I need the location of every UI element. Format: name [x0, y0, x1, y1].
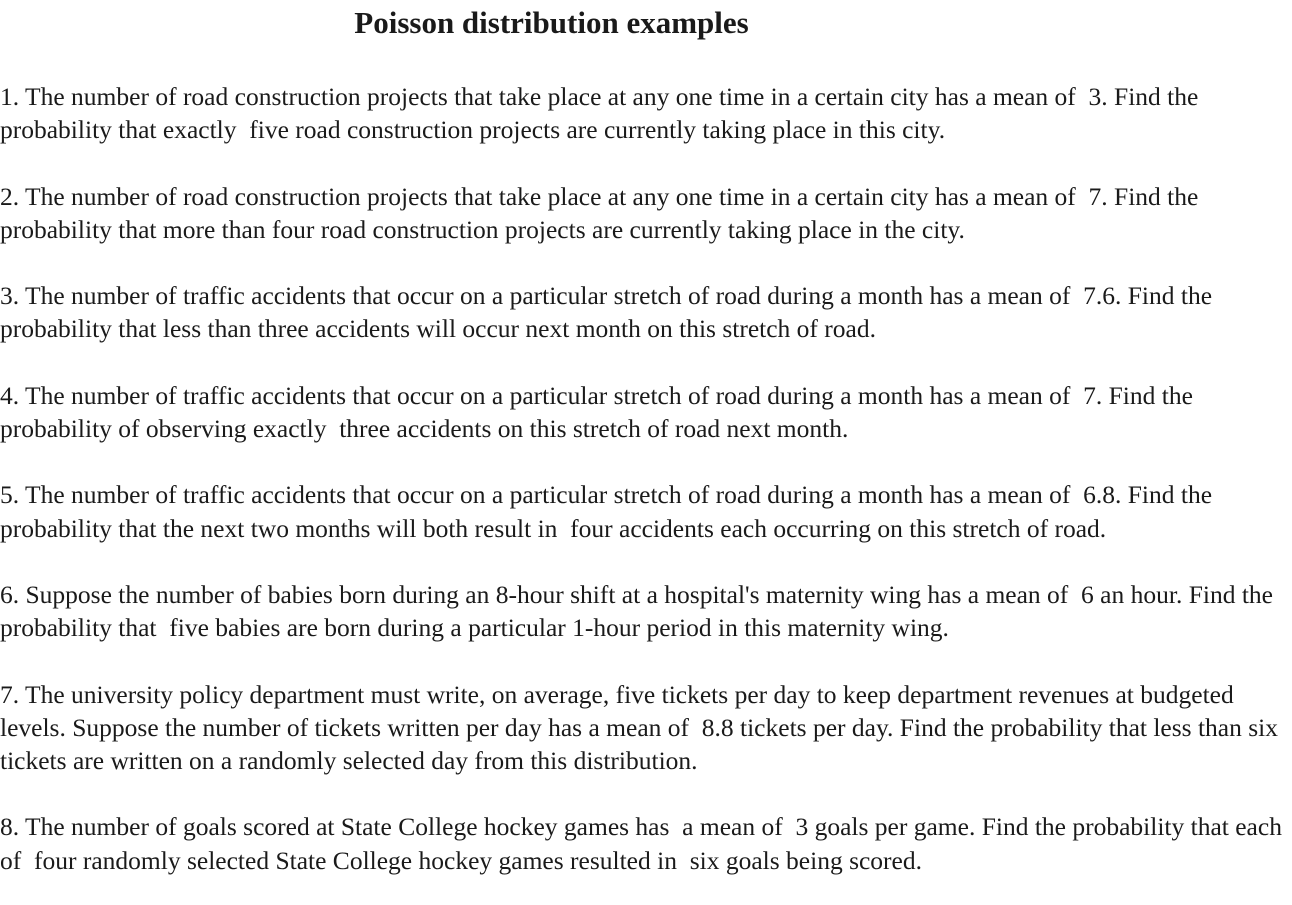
- page-title: Poisson distribution examples: [354, 5, 749, 40]
- problem-3: 3. The number of traffic accidents that occur on a particular stretch of road during a month has a mean of 7.6. Find the probability that less than three accidents will occur next month on this stretch of road.: [0, 281, 1219, 344]
- problem-2: 2. The number of road construction projects that take place at any one time in a certain city has a mean of 7. Find the probability that more than four road construction projects are currently taking place in the city.: [0, 181, 1205, 244]
- problem-1: 1. The number of road construction projects that take place at any one time in a certain city has a mean of 3. Find the probability that exactly five road construction projects are currently taking place in this city.: [0, 82, 1205, 145]
- problem-6: 6. Suppose the number of babies born during an 8-hour shift at a hospital's maternity wing has a mean of 6 an hour. Find the probability that five babies are born during a particular 1-hour period in this maternity wing.: [0, 579, 1280, 643]
- problem-4: 4. The number of traffic accidents that occur on a particular stretch of road during a month has a mean of 7. Find the probability of observing exactly three accidents on this stretch of road next month.: [0, 380, 1200, 443]
- problem-8: 8. The number of goals scored at State College hockey games has a mean of 3 goals per game. Find the probability that each of four randomly selected State College hockey games resulted in six goals being scored.: [0, 812, 1289, 875]
- problem-5: 5. The number of traffic accidents that occur on a particular stretch of road during a month has a mean of 6.8. Find the probability that the next two months will both result in four accidents each occurring on this stretch of road.: [0, 480, 1219, 543]
- problem-7: 7. The university policy department must write, on average, five tickets per day to keep department revenues at budgeted levels. Suppose the number of tickets written per day has a mean of 8.8 tickets per day. Find the probability that less than six tickets are written on a randomly selected day from this distribution.: [0, 679, 1285, 775]
- problem-list: [0, 80, 1292, 905]
